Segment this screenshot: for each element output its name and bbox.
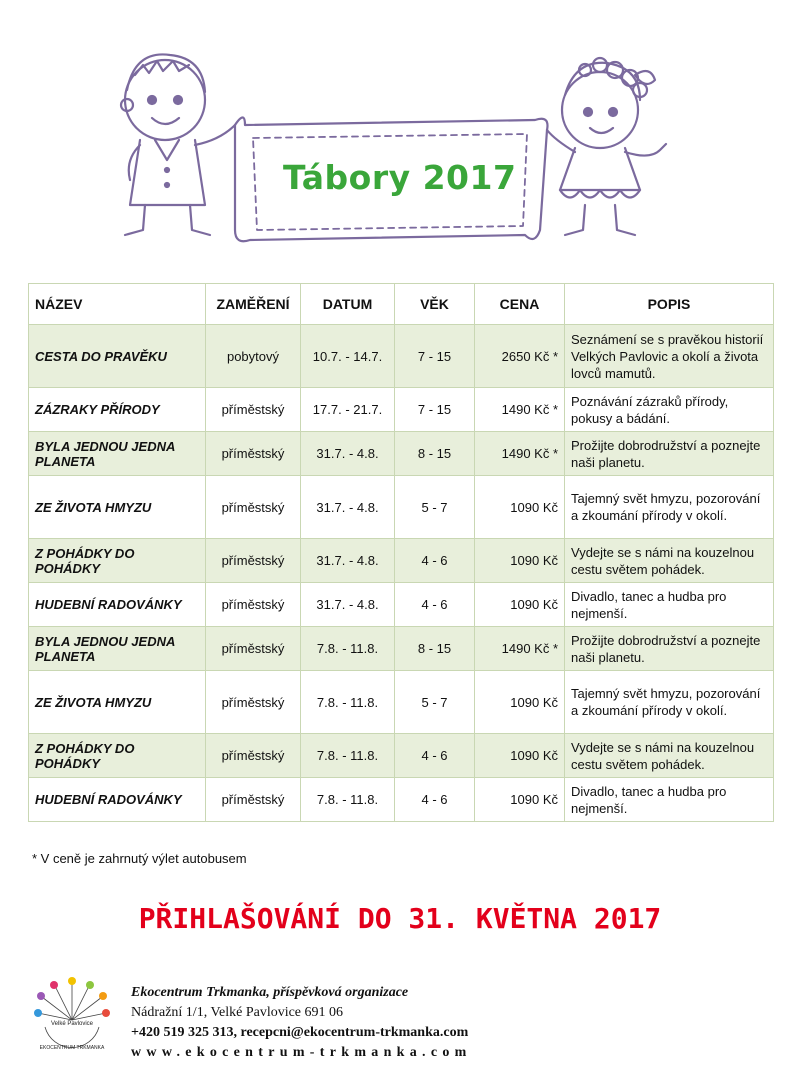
cell-description: Seznámení se s pravěkou historií Velkých Pavlovic a okolí a života lovců mamutů.: [565, 325, 774, 388]
cell-date: 31.7. - 4.8.: [301, 476, 395, 539]
cell-price: 1490 Kč *: [475, 388, 565, 432]
table-row: [29, 432, 774, 476]
cell-date: 7.8. - 11.8.: [301, 734, 395, 778]
cell-type: příměstský: [206, 388, 301, 432]
cell-age: 5 - 7: [395, 671, 475, 734]
cell-type: příměstský: [206, 671, 301, 734]
footer-contact: [131, 983, 472, 1063]
cell-date: 31.7. - 4.8.: [301, 539, 395, 583]
cell-description: Prožijte dobrodružství a poznejte naši planetu.: [565, 432, 774, 476]
cell-date: 10.7. - 14.7.: [301, 325, 395, 388]
table-row: [29, 583, 774, 627]
cell-name: HUDEBNÍ RADOVÁNKY: [29, 778, 206, 822]
cell-description: Vydejte se s námi na kouzelnou cestu světem pohádek.: [565, 734, 774, 778]
cell-date: 7.8. - 11.8.: [301, 778, 395, 822]
cell-description: Divadlo, tanec a hudba pro nejmenší.: [565, 583, 774, 627]
cell-description: Tajemný svět hmyzu, pozorování a zkoumání přírody v okolí.: [565, 671, 774, 734]
header-type: ZAMĚŘENÍ: [206, 284, 301, 325]
cell-price: 1090 Kč: [475, 734, 565, 778]
cell-age: 4 - 6: [395, 539, 475, 583]
banner-title: Tábory 2017: [283, 158, 517, 197]
cell-age: 4 - 6: [395, 734, 475, 778]
cell-price: 1490 Kč *: [475, 432, 565, 476]
cell-date: 31.7. - 4.8.: [301, 583, 395, 627]
cell-type: příměstský: [206, 778, 301, 822]
cell-date: 7.8. - 11.8.: [301, 671, 395, 734]
header-date: DATUM: [301, 284, 395, 325]
cell-price: 1090 Kč: [475, 476, 565, 539]
cell-type: příměstský: [206, 734, 301, 778]
cell-name: Z POHÁDKY DO POHÁDKY: [29, 734, 206, 778]
cell-name: ZE ŽIVOTA HMYZU: [29, 476, 206, 539]
cell-type: příměstský: [206, 583, 301, 627]
cell-age: 8 - 15: [395, 627, 475, 671]
cell-name: HUDEBNÍ RADOVÁNKY: [29, 583, 206, 627]
cell-description: Vydejte se s námi na kouzelnou cestu světem pohádek.: [565, 539, 774, 583]
table-row: [29, 388, 774, 432]
cell-date: 31.7. - 4.8.: [301, 432, 395, 476]
cell-description: Poznávání zázraků přírody, pokusy a bádání.: [565, 388, 774, 432]
table-row: [29, 778, 774, 822]
kids-banner-illustration: [95, 30, 675, 260]
cell-price: 1090 Kč: [475, 671, 565, 734]
cell-name: ZE ŽIVOTA HMYZU: [29, 671, 206, 734]
cell-age: 7 - 15: [395, 325, 475, 388]
cell-type: příměstský: [206, 476, 301, 539]
cell-type: příměstský: [206, 539, 301, 583]
cell-price: 2650 Kč *: [475, 325, 565, 388]
cell-price: 1090 Kč: [475, 583, 565, 627]
cell-age: 8 - 15: [395, 432, 475, 476]
header-name: NÁZEV: [29, 284, 206, 325]
cell-type: příměstský: [206, 432, 301, 476]
cell-name: BYLA JEDNOU JEDNA PLANETA: [29, 627, 206, 671]
header-age: VĚK: [395, 284, 475, 325]
price-note: * V ceně je zahrnutý výlet autobusem: [32, 851, 247, 866]
cell-type: pobytový: [206, 325, 301, 388]
header-price: CENA: [475, 284, 565, 325]
table-row: [29, 627, 774, 671]
table-row: [29, 734, 774, 778]
camps-table: [28, 283, 774, 822]
cell-date: 17.7. - 21.7.: [301, 388, 395, 432]
table-row: [29, 539, 774, 583]
cell-age: 5 - 7: [395, 476, 475, 539]
header-description: POPIS: [565, 284, 774, 325]
organization-address: Nádražní 1/1, Velké Pavlovice 691 06: [131, 1005, 344, 1020]
cell-age: 7 - 15: [395, 388, 475, 432]
registration-deadline: PŘIHLAŠOVÁNÍ DO 31. KVĚTNA 2017: [138, 902, 662, 935]
cell-price: 1490 Kč *: [475, 627, 565, 671]
organization-website: www.ekocentrum-trkmanka.com: [131, 1045, 472, 1060]
organization-contact: +420 519 325 313, recepcni@ekocentrum-trkmanka.com: [131, 1025, 469, 1040]
cell-age: 4 - 6: [395, 778, 475, 822]
cell-date: 7.8. - 11.8.: [301, 627, 395, 671]
logo-text-bottom: EKOCENTRUM TRKMANKA: [39, 1045, 105, 1051]
cell-description: Divadlo, tanec a hudba pro nejmenší.: [565, 778, 774, 822]
cell-description: Tajemný svět hmyzu, pozorování a zkoumání přírody v okolí.: [565, 476, 774, 539]
cell-price: 1090 Kč: [475, 778, 565, 822]
organization-name: Ekocentrum Trkmanka, příspěvková organizace: [131, 985, 409, 1000]
table-row: [29, 476, 774, 539]
table-row: [29, 671, 774, 734]
table-row: [29, 325, 774, 388]
cell-name: BYLA JEDNOU JEDNA PLANETA: [29, 432, 206, 476]
cell-price: 1090 Kč: [475, 539, 565, 583]
cell-name: CESTA DO PRAVĚKU: [29, 325, 206, 388]
cell-type: příměstský: [206, 627, 301, 671]
logo-text-top: Velké Pavlovice: [50, 1021, 94, 1027]
cell-name: Z POHÁDKY DO POHÁDKY: [29, 539, 206, 583]
ekocentrum-logo: [33, 975, 111, 1055]
cell-description: Prožijte dobrodružství a poznejte naši planetu.: [565, 627, 774, 671]
cell-age: 4 - 6: [395, 583, 475, 627]
cell-name: ZÁZRAKY PŘÍRODY: [29, 388, 206, 432]
table-header-row: [29, 284, 774, 325]
